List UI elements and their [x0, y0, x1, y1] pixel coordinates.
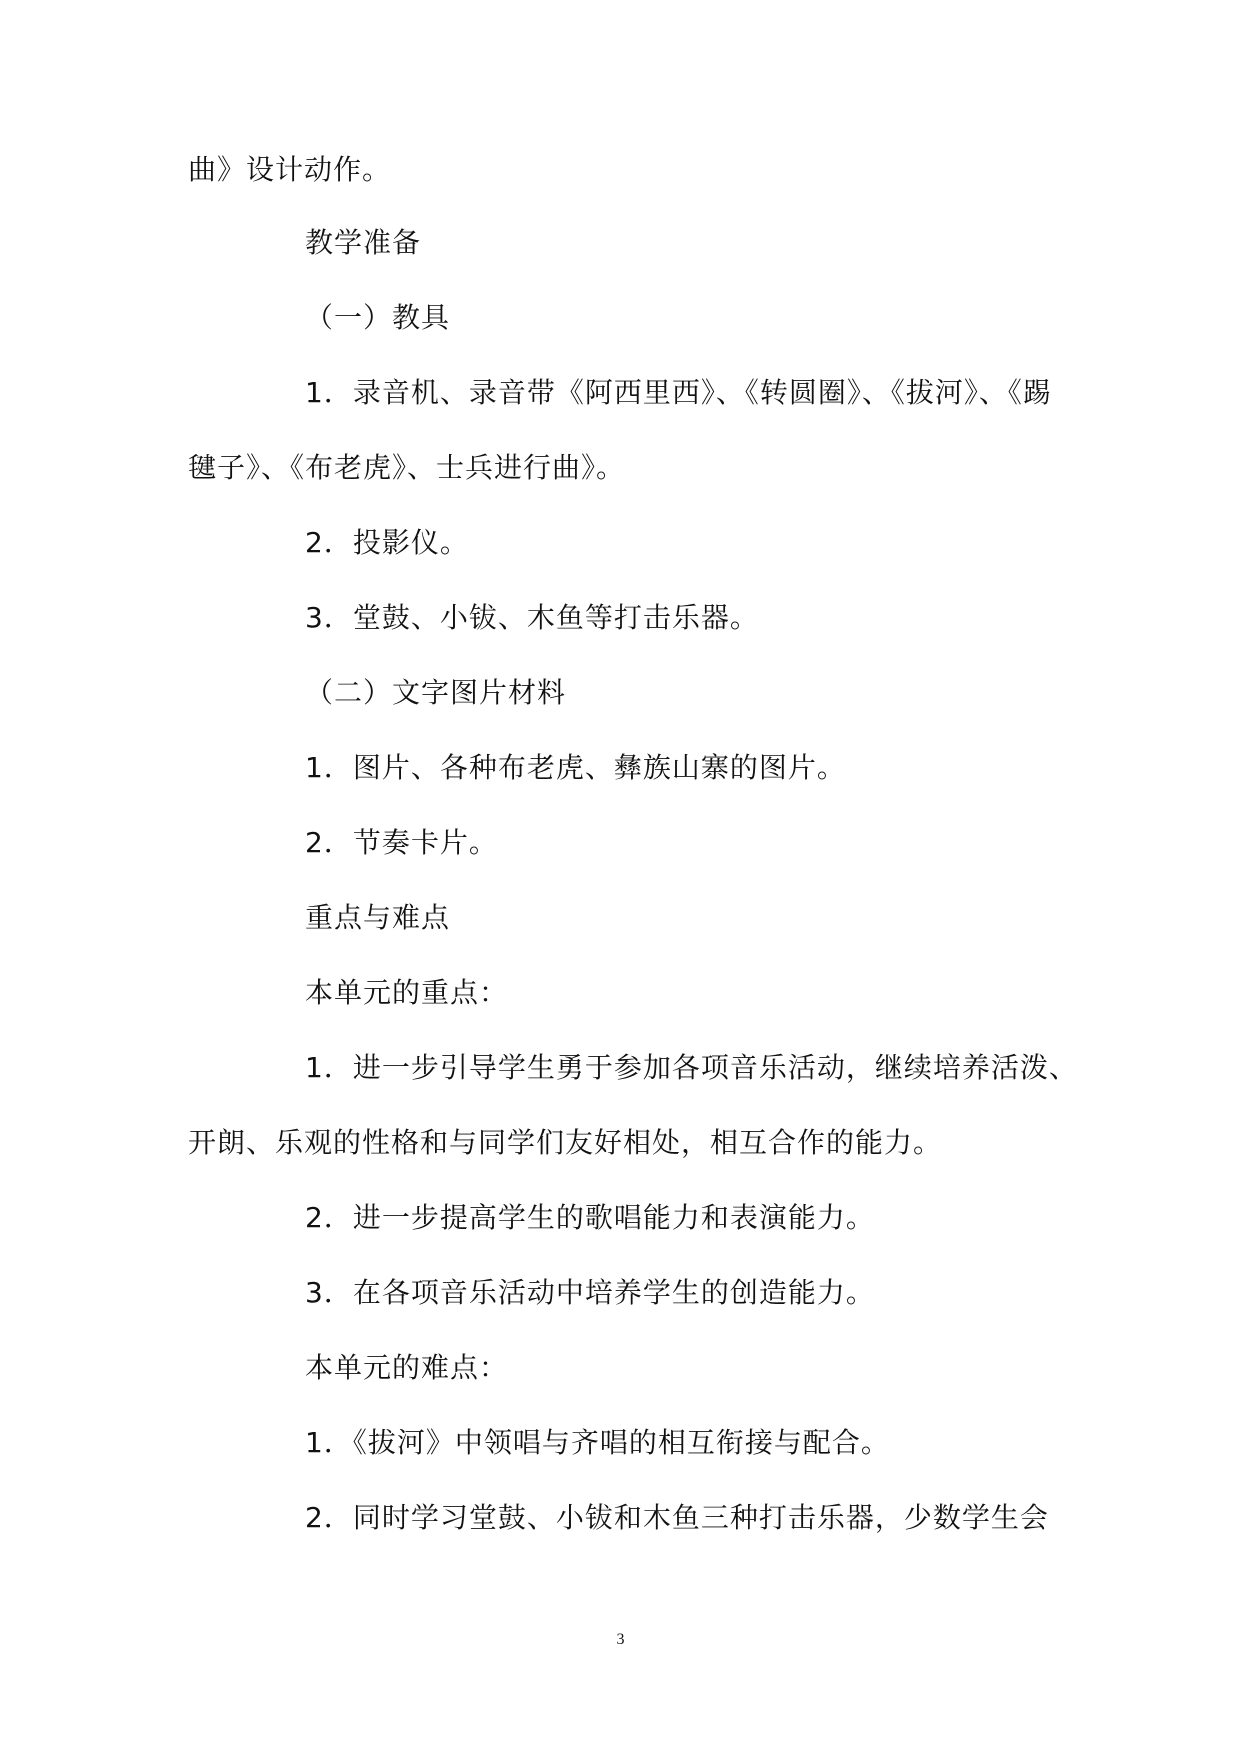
subsection-heading: （一）教具	[305, 301, 451, 334]
list-item-continuation: 开朗、乐观的性格和与同学们友好相处，相互合作的能力。	[188, 1126, 943, 1159]
text-line: 曲》设计动作。	[188, 153, 392, 186]
list-item: 3．在各项音乐活动中培养学生的创造能力。	[305, 1276, 875, 1309]
list-item: 2．投影仪。	[305, 526, 469, 559]
list-item: 1．进一步引导学生勇于参加各项音乐活动，继续培养活泼、	[305, 1051, 1078, 1084]
section-heading: 重点与难点	[305, 901, 451, 934]
page-number: 3	[616, 1631, 625, 1648]
list-item: 2．进一步提高学生的歌唱能力和表演能力。	[305, 1201, 875, 1234]
list-item: 1．图片、各种布老虎、彝族山寨的图片。	[305, 751, 846, 784]
list-item: 2．节奏卡片。	[305, 826, 498, 859]
section-heading: 教学准备	[305, 226, 422, 259]
list-item: 3．堂鼓、小钹、木鱼等打击乐器。	[305, 601, 759, 634]
list-item: 1．《拔河》中领唱与齐唱的相互衔接与配合。	[305, 1426, 890, 1459]
list-item: 1．录音机、录音带《阿西里西》、《转圆圈》、《拔河》、《踢	[305, 376, 1052, 409]
paragraph-label: 本单元的难点：	[305, 1351, 509, 1384]
paragraph-label: 本单元的重点：	[305, 976, 509, 1009]
list-item-continuation: 毽子》、《布老虎》、士兵进行曲》。	[188, 451, 626, 484]
subsection-heading: （二）文字图片材料	[305, 676, 567, 709]
list-item: 2．同时学习堂鼓、小钹和木鱼三种打击乐器，少数学生会	[305, 1501, 1049, 1534]
